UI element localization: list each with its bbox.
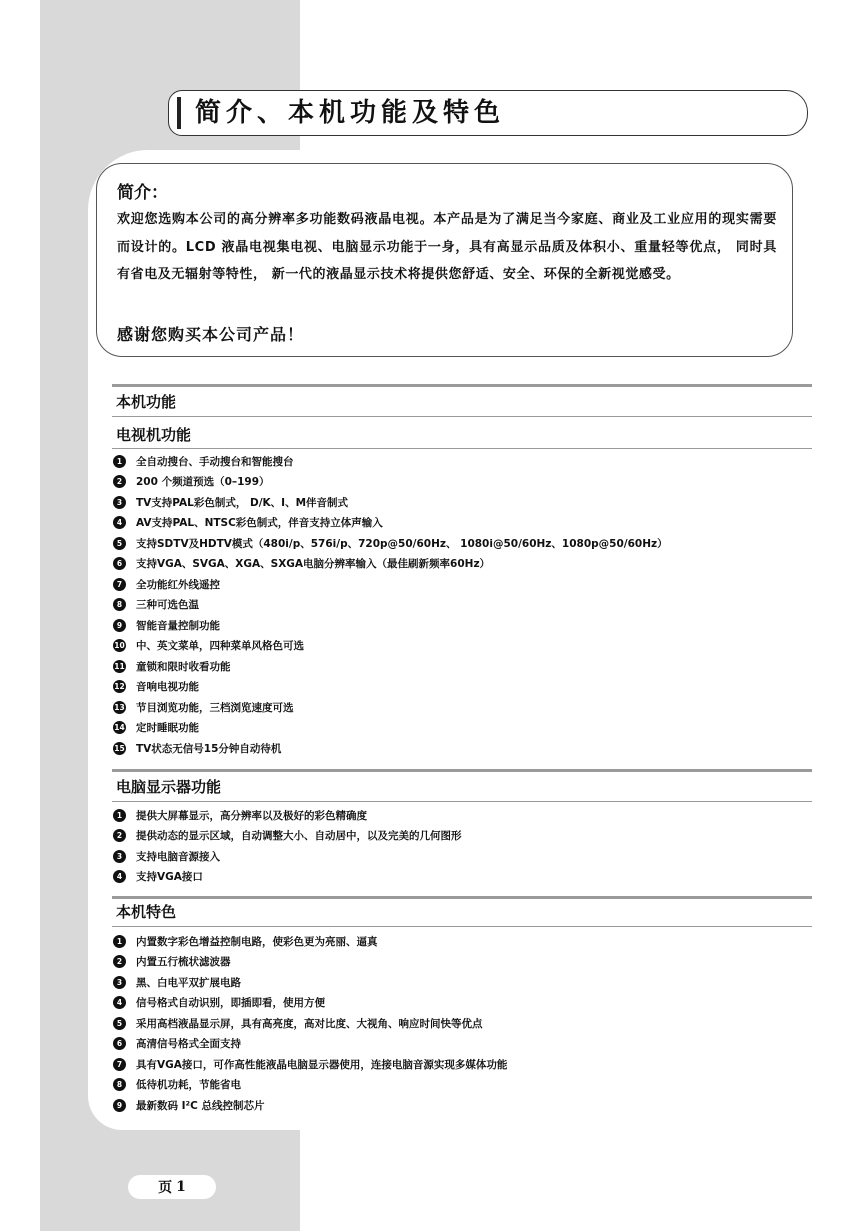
divider <box>112 926 812 927</box>
list-item-text: 三种可选色温 <box>136 599 199 612</box>
list-item-text: 支持VGA、SVGA、XGA、SXGA电脑分辨率输入（最佳刷新频率60Hz） <box>136 558 491 571</box>
list-item <box>113 636 668 657</box>
page-title-box <box>168 90 808 136</box>
list-item-text: 支持电脑音源接入 <box>136 850 220 863</box>
list-item <box>113 554 668 575</box>
list-item <box>113 718 668 739</box>
list-item <box>113 1054 507 1075</box>
list-item-text: 内置数字彩色增益控制电路，使彩色更为亮丽、逼真 <box>136 935 378 948</box>
title-accent-bar <box>177 97 181 129</box>
section-divider <box>112 769 812 772</box>
number-bullet: 15 <box>113 742 126 755</box>
number-bullet: 9 <box>113 619 126 632</box>
list-item <box>113 492 668 513</box>
list-item-text: 具有VGA接口，可作高性能液晶电脑显示器使用，连接电脑音源实现多媒体功能 <box>136 1058 508 1071</box>
number-bullet: 6 <box>113 1037 126 1050</box>
list-item <box>113 952 507 973</box>
number-bullet: 1 <box>113 809 126 822</box>
list-item-text: 采用高档液晶显示屏，具有高亮度，高对比度、大视角、响应时间快等优点 <box>136 1017 483 1030</box>
list-item <box>113 867 462 888</box>
number-bullet: 1 <box>113 935 126 948</box>
divider <box>112 801 812 802</box>
list-item <box>113 451 668 472</box>
number-bullet: 11 <box>113 660 126 673</box>
intro-thanks: 感谢您购买本公司产品！ <box>117 325 305 344</box>
features-list <box>113 931 507 1116</box>
list-item-text: 低待机功耗，节能省电 <box>136 1079 241 1092</box>
intro-heading: 简介： <box>117 183 168 203</box>
list-item <box>113 805 462 826</box>
list-item <box>113 1075 507 1096</box>
list-item-text: 智能音量控制功能 <box>136 619 220 632</box>
page-number-tab <box>128 1175 216 1199</box>
list-item <box>113 826 462 847</box>
number-bullet: 2 <box>113 955 126 968</box>
list-item <box>113 656 668 677</box>
list-item-text: 支持VGA接口 <box>136 871 203 884</box>
list-item-text: 定时睡眠功能 <box>136 722 199 735</box>
list-item-text: 中、英文菜单，四种菜单风格色可选 <box>136 640 304 653</box>
list-item-text: 童锁和限时收看功能 <box>136 660 231 673</box>
list-item-text: 最新数码 I²C 总线控制芯片 <box>136 1099 265 1112</box>
number-bullet: 7 <box>113 578 126 591</box>
section-divider <box>112 896 812 899</box>
number-bullet: 13 <box>113 701 126 714</box>
list-item-text: 节目浏览功能，三档浏览速度可选 <box>136 701 294 714</box>
section-divider <box>112 384 812 387</box>
list-item <box>113 1095 507 1116</box>
list-item-text: TV状态无信号15分钟自动待机 <box>136 742 282 755</box>
tv-feature-list <box>113 451 668 759</box>
number-bullet: 8 <box>113 1078 126 1091</box>
list-item-text: 全功能红外线遥控 <box>136 578 220 591</box>
number-bullet: 2 <box>113 829 126 842</box>
list-item <box>113 595 668 616</box>
list-item-text: 提供大屏幕显示，高分辨率以及极好的彩色精确度 <box>136 809 367 822</box>
list-item <box>113 931 507 952</box>
list-item <box>113 533 668 554</box>
number-bullet: 10 <box>113 639 126 652</box>
list-item <box>113 615 668 636</box>
list-item <box>113 738 668 759</box>
list-item <box>113 846 462 867</box>
number-bullet: 14 <box>113 721 126 734</box>
number-bullet: 5 <box>113 1017 126 1030</box>
divider <box>112 448 812 449</box>
list-item-text: 200 个频道预选（0–199） <box>136 476 270 489</box>
list-item-text: AV支持PAL、NTSC彩色制式，伴音支持立体声输入 <box>136 517 383 530</box>
list-item-text: 音响电视功能 <box>136 681 199 694</box>
list-item-text: 提供动态的显示区域，自动调整大小、自动居中，以及完美的几何图形 <box>136 830 462 843</box>
list-item <box>113 513 668 534</box>
intro-box <box>96 163 793 357</box>
number-bullet: 3 <box>113 976 126 989</box>
list-item <box>113 1034 507 1055</box>
number-bullet: 8 <box>113 598 126 611</box>
list-item <box>113 677 668 698</box>
features-heading: 本机特色 <box>116 903 177 921</box>
list-item <box>113 972 507 993</box>
number-bullet: 3 <box>113 850 126 863</box>
number-bullet: 6 <box>113 557 126 570</box>
list-item <box>113 1013 507 1034</box>
list-item <box>113 697 668 718</box>
pc-heading: 电脑显示器功能 <box>116 778 222 796</box>
number-bullet: 1 <box>113 455 126 468</box>
list-item-text: 支持SDTV及HDTV模式（480i/p、576i/p、720p@50/60Hz、 1080i@50/60Hz、1080p@50/60Hz） <box>136 537 668 550</box>
pc-feature-list <box>113 805 462 887</box>
number-bullet: 2 <box>113 475 126 488</box>
functions-heading: 本机功能 <box>116 393 177 411</box>
list-item <box>113 993 507 1014</box>
page-title: 简介、本机功能及特色 <box>195 98 506 128</box>
intro-body: 欢迎您选购本公司的高分辨率多功能数码液晶电视。本产品是为了满足当今家庭、商业及工业应用的现实需要而设计的。LCD 液晶电视集电视、电脑显示功能于一身，具有高显示品质及体积小、重量轻等优点， 同时具有省电及无辐射等特性， 新一代的液晶显示技术将提供您舒适、安全、环保的全新视觉感受。 <box>117 212 777 282</box>
number-bullet: 4 <box>113 996 126 1009</box>
list-item <box>113 472 668 493</box>
number-bullet: 4 <box>113 870 126 883</box>
list-item-text: 黑、白电平双扩展电路 <box>136 976 241 989</box>
number-bullet: 12 <box>113 680 126 693</box>
number-bullet: 7 <box>113 1058 126 1071</box>
list-item-text: TV支持PAL彩色制式， D/K、I、M伴音制式 <box>136 496 349 509</box>
list-item-text: 信号格式自动识别，即插即看，使用方便 <box>136 997 325 1010</box>
number-bullet: 4 <box>113 516 126 529</box>
list-item <box>113 574 668 595</box>
list-item-text: 内置五行梳状滤波器 <box>136 956 231 969</box>
list-item-text: 高清信号格式全面支持 <box>136 1038 241 1051</box>
number-bullet: 5 <box>113 537 126 550</box>
page-number: 1 <box>176 1179 186 1195</box>
tv-heading: 电视机功能 <box>116 426 192 444</box>
number-bullet: 3 <box>113 496 126 509</box>
list-item-text: 全自动搜台、手动搜台和智能搜台 <box>136 455 294 468</box>
number-bullet: 9 <box>113 1099 126 1112</box>
page-label: 页 <box>158 1180 173 1196</box>
divider <box>112 416 812 417</box>
